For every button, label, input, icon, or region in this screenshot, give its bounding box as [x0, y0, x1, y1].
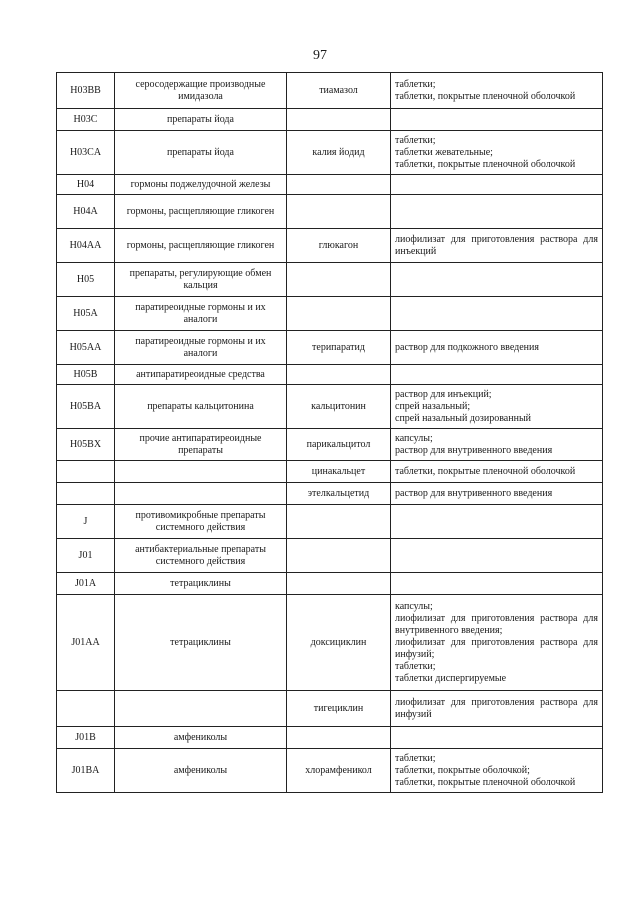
dosage-forms-cell [391, 727, 603, 749]
dosage-form-line: таблетки; [395, 134, 436, 146]
table-row [57, 175, 603, 195]
dosage-forms-cell [391, 573, 603, 595]
atc-code-cell: J01A [57, 573, 115, 595]
substance-cell [287, 573, 391, 595]
anatomical-group-cell: амфениколы [115, 749, 287, 793]
table-row [57, 131, 603, 175]
substance-cell: доксициклин [287, 595, 391, 691]
dosage-forms-cell [391, 365, 603, 385]
atc-code-cell: H04A [57, 195, 115, 229]
substance-cell [287, 505, 391, 539]
table-row [57, 573, 603, 595]
dosage-forms-cell [391, 331, 603, 365]
substance-cell [287, 263, 391, 297]
substance-cell: парикальцитол [287, 429, 391, 461]
substance-cell [287, 175, 391, 195]
dosage-forms-cell [391, 73, 603, 109]
atc-code-cell: J01B [57, 727, 115, 749]
atc-code-cell: H05BX [57, 429, 115, 461]
table-row [57, 109, 603, 131]
page-number: 97 [313, 48, 327, 63]
anatomical-group-cell [115, 461, 287, 483]
substance-cell [287, 297, 391, 331]
dosage-forms-cell [391, 749, 603, 793]
table-row [57, 749, 603, 793]
dosage-form-line: раствор для инъекций; [395, 388, 492, 400]
anatomical-group-cell: прочие антипаратиреоидные препараты [115, 429, 287, 461]
substance-cell: цинакальцет [287, 461, 391, 483]
anatomical-group-cell: паратиреоидные гормоны и их аналоги [115, 297, 287, 331]
atc-code-cell [57, 461, 115, 483]
dosage-forms-cell [391, 461, 603, 483]
table-body [57, 73, 603, 793]
atc-code-cell [57, 691, 115, 727]
table-row [57, 595, 603, 691]
dosage-form-line: капсулы; [395, 600, 433, 612]
substance-cell: хлорамфеникол [287, 749, 391, 793]
table-row [57, 691, 603, 727]
dosage-form-line: таблетки; [395, 752, 436, 764]
anatomical-group-cell: препараты кальцитонина [115, 385, 287, 429]
dosage-forms-cell [391, 263, 603, 297]
dosage-forms-cell [391, 595, 603, 691]
dosage-form-line: лиофилизат для приготовления раствора для инфузий [395, 696, 598, 720]
anatomical-group-cell: паратиреоидные гормоны и их аналоги [115, 331, 287, 365]
anatomical-group-cell: противомикробные препараты системного действия [115, 505, 287, 539]
substance-cell [287, 539, 391, 573]
drug-table [56, 72, 603, 793]
anatomical-group-cell: препараты йода [115, 109, 287, 131]
anatomical-group-cell: тетрациклины [115, 595, 287, 691]
anatomical-group-cell: антибактериальные препараты системного действия [115, 539, 287, 573]
dosage-forms-cell [391, 175, 603, 195]
dosage-forms-cell [391, 691, 603, 727]
table-row [57, 365, 603, 385]
substance-cell: кальцитонин [287, 385, 391, 429]
atc-code-cell: H05BA [57, 385, 115, 429]
dosage-form-line: таблетки; [395, 660, 436, 672]
anatomical-group-cell: препараты, регулирующие обмен кальция [115, 263, 287, 297]
substance-cell: глюкагон [287, 229, 391, 263]
dosage-forms-cell [391, 539, 603, 573]
anatomical-group-cell [115, 483, 287, 505]
table-row [57, 483, 603, 505]
anatomical-group-cell: препараты йода [115, 131, 287, 175]
dosage-forms-cell [391, 297, 603, 331]
table-row [57, 429, 603, 461]
atc-code-cell: J01AA [57, 595, 115, 691]
dosage-form-line: таблетки, покрытые пленочной оболочкой [395, 90, 576, 102]
atc-code-cell: J [57, 505, 115, 539]
dosage-form-line: лиофилизат для приготовления раствора для инфузий; [395, 636, 598, 660]
dosage-form-line: таблетки; [395, 78, 436, 90]
table-row [57, 263, 603, 297]
atc-code-cell: H03CA [57, 131, 115, 175]
table-row [57, 331, 603, 365]
anatomical-group-cell [115, 691, 287, 727]
dosage-forms-cell [391, 429, 603, 461]
atc-code-cell: J01 [57, 539, 115, 573]
dosage-form-line: таблетки, покрытые пленочной оболочкой [395, 465, 576, 477]
table-row [57, 229, 603, 263]
substance-cell [287, 365, 391, 385]
dosage-form-line: лиофилизат для приготовления раствора для внутривенного введения; [395, 612, 598, 636]
dosage-form-line: таблетки, покрытые пленочной оболочкой [395, 158, 576, 170]
dosage-form-line: раствор для подкожного введения [395, 341, 539, 353]
atc-code-cell: H05A [57, 297, 115, 331]
anatomical-group-cell: тетрациклины [115, 573, 287, 595]
substance-cell: этелкальцетид [287, 483, 391, 505]
atc-code-cell: H05 [57, 263, 115, 297]
table-row [57, 505, 603, 539]
dosage-forms-cell [391, 505, 603, 539]
atc-code-cell: H05B [57, 365, 115, 385]
table-row [57, 195, 603, 229]
anatomical-group-cell: гормоны, расщепляющие гликоген [115, 195, 287, 229]
anatomical-group-cell: антипаратиреоидные средства [115, 365, 287, 385]
dosage-form-line: раствор для внутривенного введения [395, 444, 553, 456]
atc-code-cell: H04AA [57, 229, 115, 263]
dosage-form-line: раствор для внутривенного введения [395, 487, 553, 499]
anatomical-group-cell: серосодержащие производные имидазола [115, 73, 287, 109]
dosage-forms-cell [391, 483, 603, 505]
anatomical-group-cell: гормоны, расщепляющие гликоген [115, 229, 287, 263]
atc-code-cell: H05AA [57, 331, 115, 365]
dosage-forms-cell [391, 229, 603, 263]
table-row [57, 73, 603, 109]
atc-code-cell: H03C [57, 109, 115, 131]
dosage-form-line: таблетки диспергируемые [395, 672, 507, 684]
dosage-form-line: таблетки, покрытые пленочной оболочкой [395, 776, 576, 788]
substance-cell: тиамазол [287, 73, 391, 109]
dosage-forms-cell [391, 131, 603, 175]
dosage-form-line: спрей назальный дозированный [395, 412, 532, 424]
dosage-forms-cell [391, 195, 603, 229]
dosage-form-line: лиофилизат для приготовления раствора для инъекций [395, 233, 598, 257]
dosage-form-line: таблетки, покрытые оболочкой; [395, 764, 530, 776]
dosage-form-line: спрей назальный; [395, 400, 471, 412]
atc-code-cell: J01BA [57, 749, 115, 793]
substance-cell [287, 109, 391, 131]
substance-cell: терипаратид [287, 331, 391, 365]
substance-cell [287, 727, 391, 749]
atc-code-cell: H04 [57, 175, 115, 195]
dosage-forms-cell [391, 109, 603, 131]
dosage-forms-cell [391, 385, 603, 429]
table-row [57, 385, 603, 429]
atc-code-cell [57, 483, 115, 505]
table-row [57, 539, 603, 573]
table-row [57, 727, 603, 749]
substance-cell [287, 195, 391, 229]
atc-code-cell: H03BB [57, 73, 115, 109]
anatomical-group-cell: гормоны поджелудочной железы [115, 175, 287, 195]
table-row [57, 461, 603, 483]
dosage-form-line: таблетки жевательные; [395, 146, 493, 158]
dosage-form-line: капсулы; [395, 432, 433, 444]
substance-cell: тигециклин [287, 691, 391, 727]
anatomical-group-cell: амфениколы [115, 727, 287, 749]
table-row [57, 297, 603, 331]
substance-cell: калия йодид [287, 131, 391, 175]
